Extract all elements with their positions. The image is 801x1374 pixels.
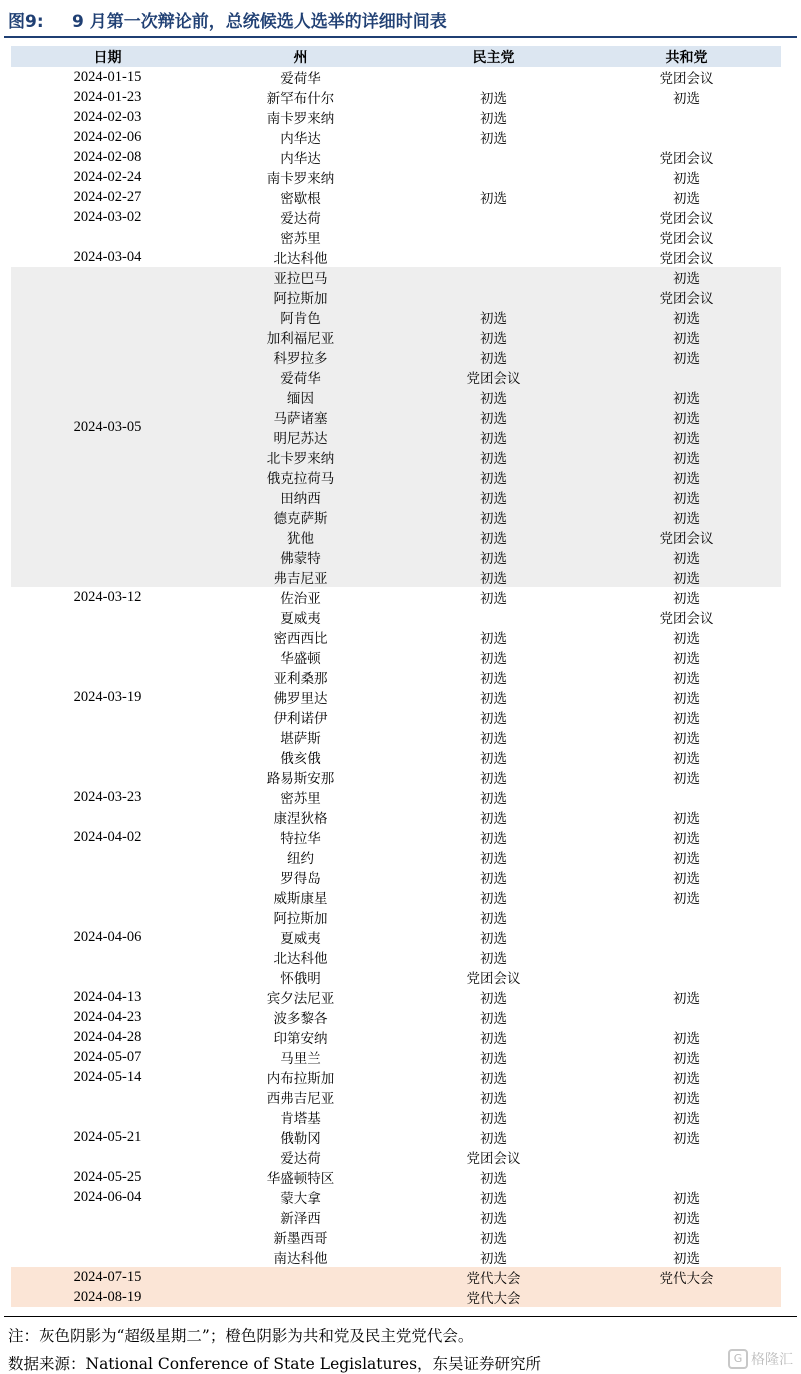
row-republican [590,787,783,807]
row-democratic: 初选 [480,1071,507,1087]
row-republican: 初选 [673,551,700,567]
title-rule [4,36,797,38]
row-republican [590,367,783,387]
row-democratic: 初选 [480,831,507,847]
row-date: 2024-03-12 [73,588,142,605]
row-state: 犹他 [287,531,314,547]
row-state: 华盛顿 [280,651,321,667]
row-republican [590,927,783,947]
row-state: 爱达荷 [280,1151,321,1167]
table-row [11,807,781,827]
row-democratic: 初选 [480,1231,507,1247]
row-state: 爱荷华 [280,371,321,387]
table-row [11,667,781,687]
row-state: 田纳西 [280,491,321,507]
table-row [11,1247,781,1267]
table-row [11,987,781,1007]
row-state: 夏威夷 [280,931,321,947]
table-row [11,587,781,607]
row-republican: 初选 [673,591,700,607]
table-row [11,1187,781,1207]
row-state: 北达科他 [273,951,328,967]
row-state: 康涅狄格 [273,811,328,827]
row-republican [590,967,783,987]
row-republican: 党团会议 [659,531,714,547]
row-democratic: 初选 [480,491,507,507]
row-democratic: 初选 [480,1211,507,1227]
row-democratic: 初选 [480,1011,507,1027]
row-date [11,607,204,627]
table-row [11,167,781,187]
row-democratic: 初选 [480,1171,507,1187]
row-democratic: 党团会议 [466,971,521,987]
row-democratic: 初选 [480,991,507,1007]
row-democratic: 初选 [480,931,507,947]
row-state: 西弗吉尼亚 [266,1091,335,1107]
row-date: 2024-04-28 [73,1028,142,1045]
row-republican [590,1147,783,1167]
super-tuesday-date: 2024-03-05 [73,418,142,435]
row-date [11,647,204,667]
row-date: 2024-02-27 [73,188,142,205]
table-row [11,1147,781,1167]
row-date: 2024-03-19 [73,688,142,705]
row-state: 新泽西 [280,1211,321,1227]
row-democratic: 初选 [480,791,507,807]
row-democratic: 初选 [480,191,507,207]
row-democratic: 初选 [480,1091,507,1107]
row-republican: 初选 [673,451,700,467]
row-democratic: 初选 [480,1251,507,1267]
table-row [11,1127,781,1147]
row-republican: 初选 [673,891,700,907]
row-democratic: 初选 [480,511,507,527]
row-democratic: 党代大会 [466,1291,521,1307]
data-source: 数据来源：National Conference of State Legislatures，东吴证券研究所 [8,1355,542,1373]
row-republican: 党团会议 [659,151,714,167]
row-state: 堪萨斯 [280,731,321,747]
watermark-logo-icon: G [728,1349,748,1369]
row-democratic [397,267,590,287]
table-row [11,1007,781,1027]
row-democratic: 初选 [480,1051,507,1067]
row-state: 罗得岛 [280,871,321,887]
row-date: 2024-04-13 [73,988,142,1005]
row-democratic: 初选 [480,471,507,487]
row-date [11,707,204,727]
row-state: 蒙大拿 [280,1191,321,1207]
row-democratic [397,207,590,227]
row-state: 亚拉巴马 [273,271,328,287]
row-republican: 初选 [673,711,700,727]
row-republican: 初选 [673,811,700,827]
row-republican: 初选 [673,871,700,887]
row-democratic [397,607,590,627]
table-row [11,147,781,167]
row-republican: 初选 [673,1251,700,1267]
row-republican: 初选 [673,351,700,367]
row-republican: 初选 [673,1031,700,1047]
row-date [11,807,204,827]
row-state: 阿拉斯加 [273,291,328,307]
row-democratic: 初选 [480,691,507,707]
row-date: 2024-04-02 [73,828,142,845]
schedule-table [11,46,781,1307]
row-date: 2024-03-23 [73,788,142,805]
row-state: 北卡罗来纳 [266,451,335,467]
row-democratic: 初选 [480,911,507,927]
watermark-text: 格隆汇 [751,1352,793,1368]
table-row [11,747,781,767]
row-republican: 初选 [673,751,700,767]
table-row [11,1287,781,1307]
row-republican: 初选 [673,651,700,667]
row-state: 北达科他 [273,251,328,267]
row-state: 新墨西哥 [273,1231,328,1247]
row-democratic: 初选 [480,551,507,567]
row-state: 加利福尼亚 [266,331,335,347]
row-democratic: 初选 [480,591,507,607]
row-date [11,667,204,687]
row-democratic: 初选 [480,111,507,127]
table-row [11,1067,781,1087]
row-republican: 初选 [673,631,700,647]
row-republican: 初选 [673,991,700,1007]
row-republican: 党团会议 [659,211,714,227]
row-democratic: 党团会议 [466,371,521,387]
row-date: 2024-01-15 [73,68,142,85]
table-row [11,87,781,107]
row-date: 2024-05-25 [73,1168,142,1185]
row-state: 密歇根 [280,191,321,207]
row-democratic: 初选 [480,811,507,827]
row-date: 2024-01-23 [73,88,142,105]
table-row [11,887,781,907]
bottom-rule [4,1316,797,1317]
row-democratic: 初选 [480,331,507,347]
row-democratic: 初选 [480,91,507,107]
row-democratic: 初选 [480,711,507,727]
table-row [11,247,781,267]
table-row [11,827,781,847]
row-date [11,767,204,787]
row-date [11,747,204,767]
row-democratic: 初选 [480,1191,507,1207]
table-row [11,967,781,987]
row-state: 内布拉斯加 [266,1071,335,1087]
table-row [11,767,781,787]
row-republican: 党代大会 [659,1271,714,1287]
footnote: 注：灰色阴影为“超级星期二”；橙色阴影为共和党及民主党党代会。 [8,1327,474,1345]
row-date: 2024-02-03 [73,108,142,125]
row-date [11,907,204,927]
watermark [728,1349,793,1369]
row-state: 密苏里 [280,231,321,247]
row-republican: 初选 [673,1191,700,1207]
row-republican: 初选 [673,431,700,447]
header-democratic: 民主党 [472,49,515,66]
row-republican: 党团会议 [659,251,714,267]
row-date: 2024-05-14 [73,1068,142,1085]
row-state: 阿肯色 [280,311,321,327]
table-row [11,907,781,927]
row-state: 佐治亚 [280,591,321,607]
row-republican [590,1007,783,1027]
table-row [11,107,781,127]
row-democratic [397,227,590,247]
row-democratic: 初选 [480,631,507,647]
row-democratic: 初选 [480,131,507,147]
header-republican: 共和党 [665,49,708,66]
row-republican [590,1167,783,1187]
row-state: 马萨诸塞 [273,411,328,427]
row-democratic: 初选 [480,651,507,667]
row-state: 爱达荷 [280,211,321,227]
row-republican [590,907,783,927]
row-republican: 初选 [673,831,700,847]
table-row [11,687,781,707]
row-republican: 初选 [673,851,700,867]
row-republican: 初选 [673,691,700,707]
table-row [11,607,781,627]
row-date [11,1087,204,1107]
row-date [11,727,204,747]
row-republican: 初选 [673,191,700,207]
row-democratic: 党代大会 [466,1271,521,1287]
row-date [11,227,204,247]
table-row [11,867,781,887]
row-republican: 初选 [673,1071,700,1087]
table-row [11,1267,781,1287]
row-date [11,1227,204,1247]
row-democratic: 初选 [480,351,507,367]
row-date [11,867,204,887]
row-democratic: 初选 [480,431,507,447]
row-date [11,627,204,647]
table-row [11,727,781,747]
table-row [11,1047,781,1067]
table-row [11,207,781,227]
row-state: 俄亥俄 [280,751,321,767]
row-republican: 初选 [673,511,700,527]
row-democratic: 初选 [480,1131,507,1147]
row-state: 明尼苏达 [273,431,328,447]
row-republican: 初选 [673,771,700,787]
row-democratic [397,247,590,267]
row-state: 阿拉斯加 [273,911,328,927]
row-democratic: 初选 [480,531,507,547]
row-republican: 初选 [673,1051,700,1067]
row-republican: 初选 [673,171,700,187]
row-republican: 初选 [673,731,700,747]
row-democratic: 初选 [480,311,507,327]
row-democratic [397,147,590,167]
row-republican: 党团会议 [659,231,714,247]
table-row [11,127,781,147]
row-date: 2024-03-02 [73,208,142,225]
table-row [11,1207,781,1227]
header-date: 日期 [93,49,122,66]
table-row [11,1227,781,1247]
table-row [11,1107,781,1127]
figure-label: 图9: [8,12,44,32]
table-row [11,227,781,247]
row-state: 密西西比 [273,631,328,647]
table-row [11,187,781,207]
row-democratic: 初选 [480,571,507,587]
row-date: 2024-02-06 [73,128,142,145]
row-date: 2024-02-08 [73,148,142,165]
row-date [11,1207,204,1227]
table-row [11,67,781,87]
row-state: 内华达 [280,151,321,167]
row-democratic: 初选 [480,891,507,907]
row-democratic: 初选 [480,391,507,407]
row-republican: 初选 [673,1231,700,1247]
row-republican: 初选 [673,331,700,347]
row-state: 缅因 [287,391,314,407]
row-state: 佛罗里达 [273,691,328,707]
row-state: 南卡罗来纳 [266,111,335,127]
row-republican: 初选 [673,1131,700,1147]
row-state: 俄克拉荷马 [266,471,335,487]
row-state: 德克萨斯 [273,511,328,527]
row-state: 佛蒙特 [280,551,321,567]
row-republican [590,1287,783,1307]
row-democratic [397,167,590,187]
row-democratic: 初选 [480,731,507,747]
row-republican [590,127,783,147]
row-republican: 初选 [673,491,700,507]
table-row [11,947,781,967]
row-republican: 初选 [673,1091,700,1107]
row-republican: 党团会议 [659,291,714,307]
row-state: 纽约 [287,851,314,867]
row-state: 内华达 [280,131,321,147]
row-republican: 初选 [673,1111,700,1127]
row-democratic: 初选 [480,851,507,867]
row-democratic: 初选 [480,451,507,467]
row-date [11,947,204,967]
row-state: 波多黎各 [273,1011,328,1027]
row-state [204,1287,397,1307]
row-democratic [397,287,590,307]
row-state: 南达科他 [273,1251,328,1267]
row-date: 2024-07-15 [73,1268,142,1285]
row-state: 怀俄明 [280,971,321,987]
row-date: 2024-05-21 [73,1128,142,1145]
row-republican: 党团会议 [659,71,714,87]
row-democratic: 初选 [480,751,507,767]
table-row [11,927,781,947]
row-democratic: 初选 [480,671,507,687]
row-state: 马里兰 [280,1051,321,1067]
row-date [11,847,204,867]
row-state: 科罗拉多 [273,351,328,367]
row-republican: 初选 [673,311,700,327]
figure-title: 9 月第一次辩论前，总统候选人选举的详细时间表 [72,12,447,32]
row-state: 俄勒冈 [280,1131,321,1147]
table-row [11,1167,781,1187]
row-state: 华盛顿特区 [266,1171,335,1187]
row-date [11,1107,204,1127]
row-democratic: 初选 [480,951,507,967]
table-row [11,647,781,667]
row-republican [590,107,783,127]
table-row [11,1087,781,1107]
header-state: 州 [293,49,308,66]
row-democratic [397,67,590,87]
row-republican: 初选 [673,271,700,287]
row-state: 伊利诺伊 [273,711,328,727]
table-row [11,707,781,727]
row-state: 宾夕法尼亚 [266,991,335,1007]
row-republican: 初选 [673,571,700,587]
row-democratic: 初选 [480,411,507,427]
table-row [11,787,781,807]
row-date: 2024-04-06 [73,928,142,945]
row-date: 2024-05-07 [73,1048,142,1065]
row-republican: 初选 [673,471,700,487]
row-republican: 初选 [673,671,700,687]
row-democratic: 初选 [480,1111,507,1127]
row-state: 弗吉尼亚 [273,571,328,587]
row-date [11,1247,204,1267]
row-state: 密苏里 [280,791,321,807]
row-republican: 初选 [673,1211,700,1227]
table-row [11,847,781,867]
table-row [11,1027,781,1047]
table-body [11,67,781,1307]
row-democratic: 党团会议 [466,1151,521,1167]
row-date [11,967,204,987]
table-header [11,46,781,67]
row-republican: 初选 [673,411,700,427]
row-state: 爱荷华 [280,71,321,87]
row-state: 新罕布什尔 [266,91,335,107]
table-row [11,627,781,647]
row-state: 路易斯安那 [266,771,335,787]
row-state: 印第安纳 [273,1031,328,1047]
row-state: 亚利桑那 [273,671,328,687]
row-date: 2024-04-23 [73,1008,142,1025]
row-state [204,1267,397,1287]
row-republican [590,947,783,967]
row-date: 2024-03-04 [73,248,142,265]
row-state: 南卡罗来纳 [266,171,335,187]
row-state: 特拉华 [280,831,321,847]
row-date: 2024-02-24 [73,168,142,185]
row-republican: 初选 [673,91,700,107]
row-state: 肯塔基 [280,1111,321,1127]
row-state: 威斯康星 [273,891,328,907]
row-republican: 初选 [673,391,700,407]
row-date: 2024-06-04 [73,1188,142,1205]
row-date: 2024-08-19 [73,1288,142,1305]
row-republican: 党团会议 [659,611,714,627]
row-democratic: 初选 [480,771,507,787]
row-democratic: 初选 [480,1031,507,1047]
row-date [11,887,204,907]
row-democratic: 初选 [480,871,507,887]
title-bar [0,0,801,38]
row-date [11,1147,204,1167]
row-state: 夏威夷 [280,611,321,627]
